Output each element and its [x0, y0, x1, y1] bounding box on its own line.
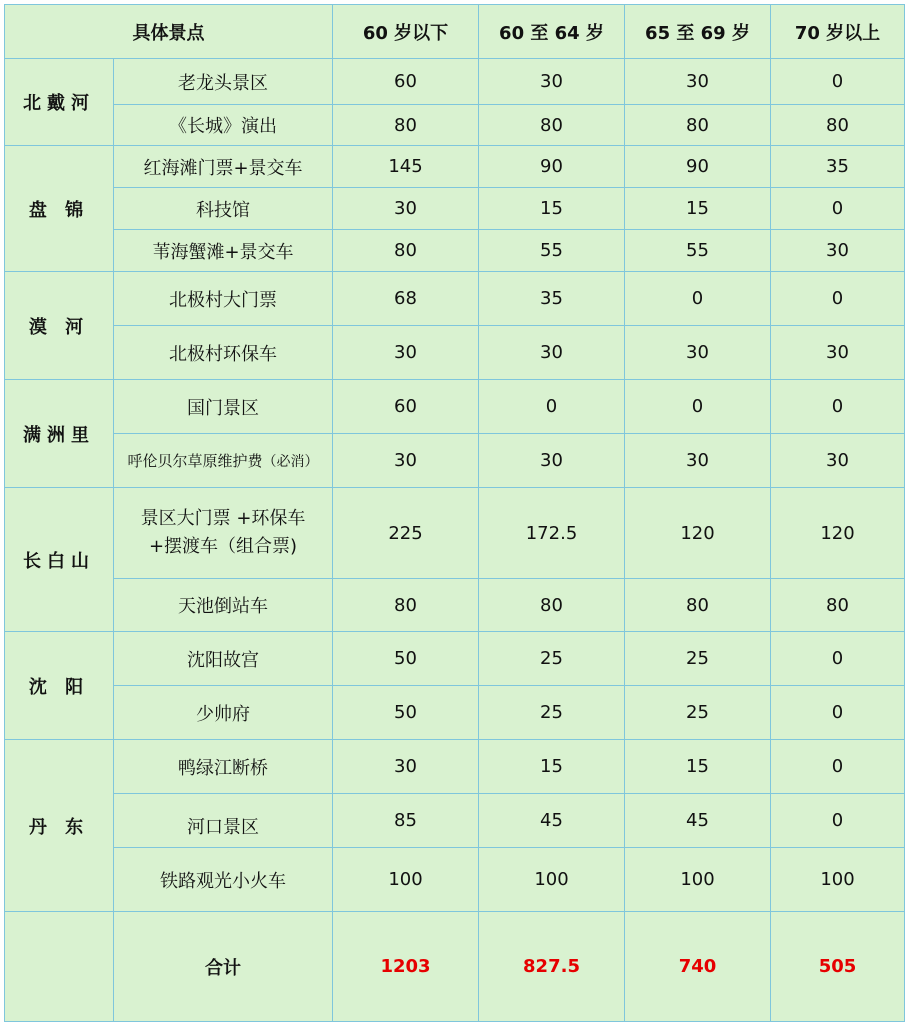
price-cell: 30 [625, 434, 771, 488]
price-cell: 30 [771, 326, 905, 380]
price-cell: 35 [771, 146, 905, 188]
price-cell: 30 [771, 434, 905, 488]
price-cell: 0 [479, 380, 625, 434]
price-cell: 90 [625, 146, 771, 188]
price-cell: 80 [333, 105, 479, 146]
price-cell: 0 [771, 380, 905, 434]
price-cell: 100 [479, 848, 625, 912]
price-cell: 45 [625, 794, 771, 848]
price-cell: 55 [479, 230, 625, 272]
region-name: 沈 阳 [5, 632, 114, 740]
price-cell: 80 [333, 579, 479, 632]
spot-name [114, 488, 333, 579]
price-cell: 15 [479, 740, 625, 794]
price-cell: 35 [479, 272, 625, 326]
price-cell: 0 [771, 632, 905, 686]
table-row [5, 188, 905, 230]
spot-name [114, 434, 333, 488]
price-cell: 120 [771, 488, 905, 579]
spot-name: 国门景区 [114, 380, 333, 434]
price-cell: 25 [479, 632, 625, 686]
price-cell: 30 [333, 740, 479, 794]
ticket-price-table [4, 4, 905, 1022]
header-row [5, 5, 905, 59]
header-under-60: 60 岁以下 [333, 5, 479, 59]
table-row [5, 105, 905, 146]
price-cell: 15 [479, 188, 625, 230]
price-cell: 0 [771, 794, 905, 848]
price-cell: 80 [479, 579, 625, 632]
spot-name: 红海滩门票+景交车 [114, 146, 333, 188]
price-cell: 30 [479, 59, 625, 105]
table-row [5, 230, 905, 272]
price-cell: 100 [625, 848, 771, 912]
price-cell: 80 [333, 230, 479, 272]
spot-name: 科技馆 [114, 188, 333, 230]
price-cell: 50 [333, 686, 479, 740]
price-cell: 0 [771, 740, 905, 794]
total-label: 合计 [114, 912, 333, 1022]
price-cell: 0 [771, 188, 905, 230]
spot-name: 苇海蟹滩+景交车 [114, 230, 333, 272]
total-row [5, 912, 905, 1022]
header-60-64: 60 至 64 岁 [479, 5, 625, 59]
price-cell: 90 [479, 146, 625, 188]
price-cell: 0 [771, 272, 905, 326]
price-cell: 50 [333, 632, 479, 686]
price-cell: 145 [333, 146, 479, 188]
spot-name: 沈阳故宫 [114, 632, 333, 686]
total-60-64: 827.5 [479, 912, 625, 1022]
table-row [5, 848, 905, 912]
region-name: 满洲里 [5, 380, 114, 488]
price-cell: 0 [625, 380, 771, 434]
price-cell: 25 [479, 686, 625, 740]
spot-note: （必消） [262, 454, 319, 470]
table-row [5, 632, 905, 686]
header-spot: 具体景点 [5, 5, 333, 59]
region-name: 丹 东 [5, 740, 114, 912]
price-cell: 30 [625, 59, 771, 105]
price-cell: 30 [479, 434, 625, 488]
price-cell: 45 [479, 794, 625, 848]
table-row [5, 380, 905, 434]
region-name: 长白山 [5, 488, 114, 632]
table-row [5, 272, 905, 326]
price-cell: 55 [625, 230, 771, 272]
table-row [5, 59, 905, 105]
table-row [5, 579, 905, 632]
spot-name: 北极村大门票 [114, 272, 333, 326]
price-cell: 0 [771, 59, 905, 105]
price-cell: 60 [333, 59, 479, 105]
price-cell: 80 [625, 579, 771, 632]
spot-name-line2: +摆渡车（组合票) [148, 536, 298, 557]
price-cell: 100 [333, 848, 479, 912]
region-name: 北戴河 [5, 59, 114, 146]
price-cell: 68 [333, 272, 479, 326]
price-cell: 15 [625, 740, 771, 794]
spot-name: 《长城》演出 [114, 105, 333, 146]
table-row [5, 488, 905, 579]
price-cell: 120 [625, 488, 771, 579]
total-empty-cell [5, 912, 114, 1022]
table-row [5, 686, 905, 740]
price-cell: 30 [479, 326, 625, 380]
total-65-69: 740 [625, 912, 771, 1022]
price-cell: 30 [333, 188, 479, 230]
price-cell: 25 [625, 686, 771, 740]
spot-name: 铁路观光小火车 [114, 848, 333, 912]
spot-name: 天池倒站车 [114, 579, 333, 632]
price-cell: 0 [625, 272, 771, 326]
spot-name: 河口景区 [114, 794, 333, 848]
price-cell: 60 [333, 380, 479, 434]
price-cell: 80 [771, 579, 905, 632]
total-under-60: 1203 [333, 912, 479, 1022]
price-cell: 85 [333, 794, 479, 848]
table-row [5, 434, 905, 488]
spot-name-text: 呼伦贝尔草原维护费 [127, 452, 263, 470]
price-cell: 80 [771, 105, 905, 146]
table-row [5, 146, 905, 188]
price-cell: 30 [333, 434, 479, 488]
table-row [5, 794, 905, 848]
price-cell: 100 [771, 848, 905, 912]
spot-name: 鸭绿江断桥 [114, 740, 333, 794]
spot-name: 老龙头景区 [114, 59, 333, 105]
price-cell: 172.5 [479, 488, 625, 579]
price-cell: 15 [625, 188, 771, 230]
price-cell: 25 [625, 632, 771, 686]
table-row [5, 740, 905, 794]
price-cell: 80 [479, 105, 625, 146]
price-cell: 225 [333, 488, 479, 579]
spot-name: 北极村环保车 [114, 326, 333, 380]
spot-name: 少帅府 [114, 686, 333, 740]
price-cell: 30 [771, 230, 905, 272]
spot-name-line1: 景区大门票 +环保车 [140, 508, 306, 529]
price-cell: 30 [333, 326, 479, 380]
header-over-70: 70 岁以上 [771, 5, 905, 59]
price-cell: 80 [625, 105, 771, 146]
price-cell: 0 [771, 686, 905, 740]
region-name: 盘 锦 [5, 146, 114, 272]
table-row [5, 326, 905, 380]
region-name: 漠 河 [5, 272, 114, 380]
header-65-69: 65 至 69 岁 [625, 5, 771, 59]
price-cell: 30 [625, 326, 771, 380]
total-over-70: 505 [771, 912, 905, 1022]
